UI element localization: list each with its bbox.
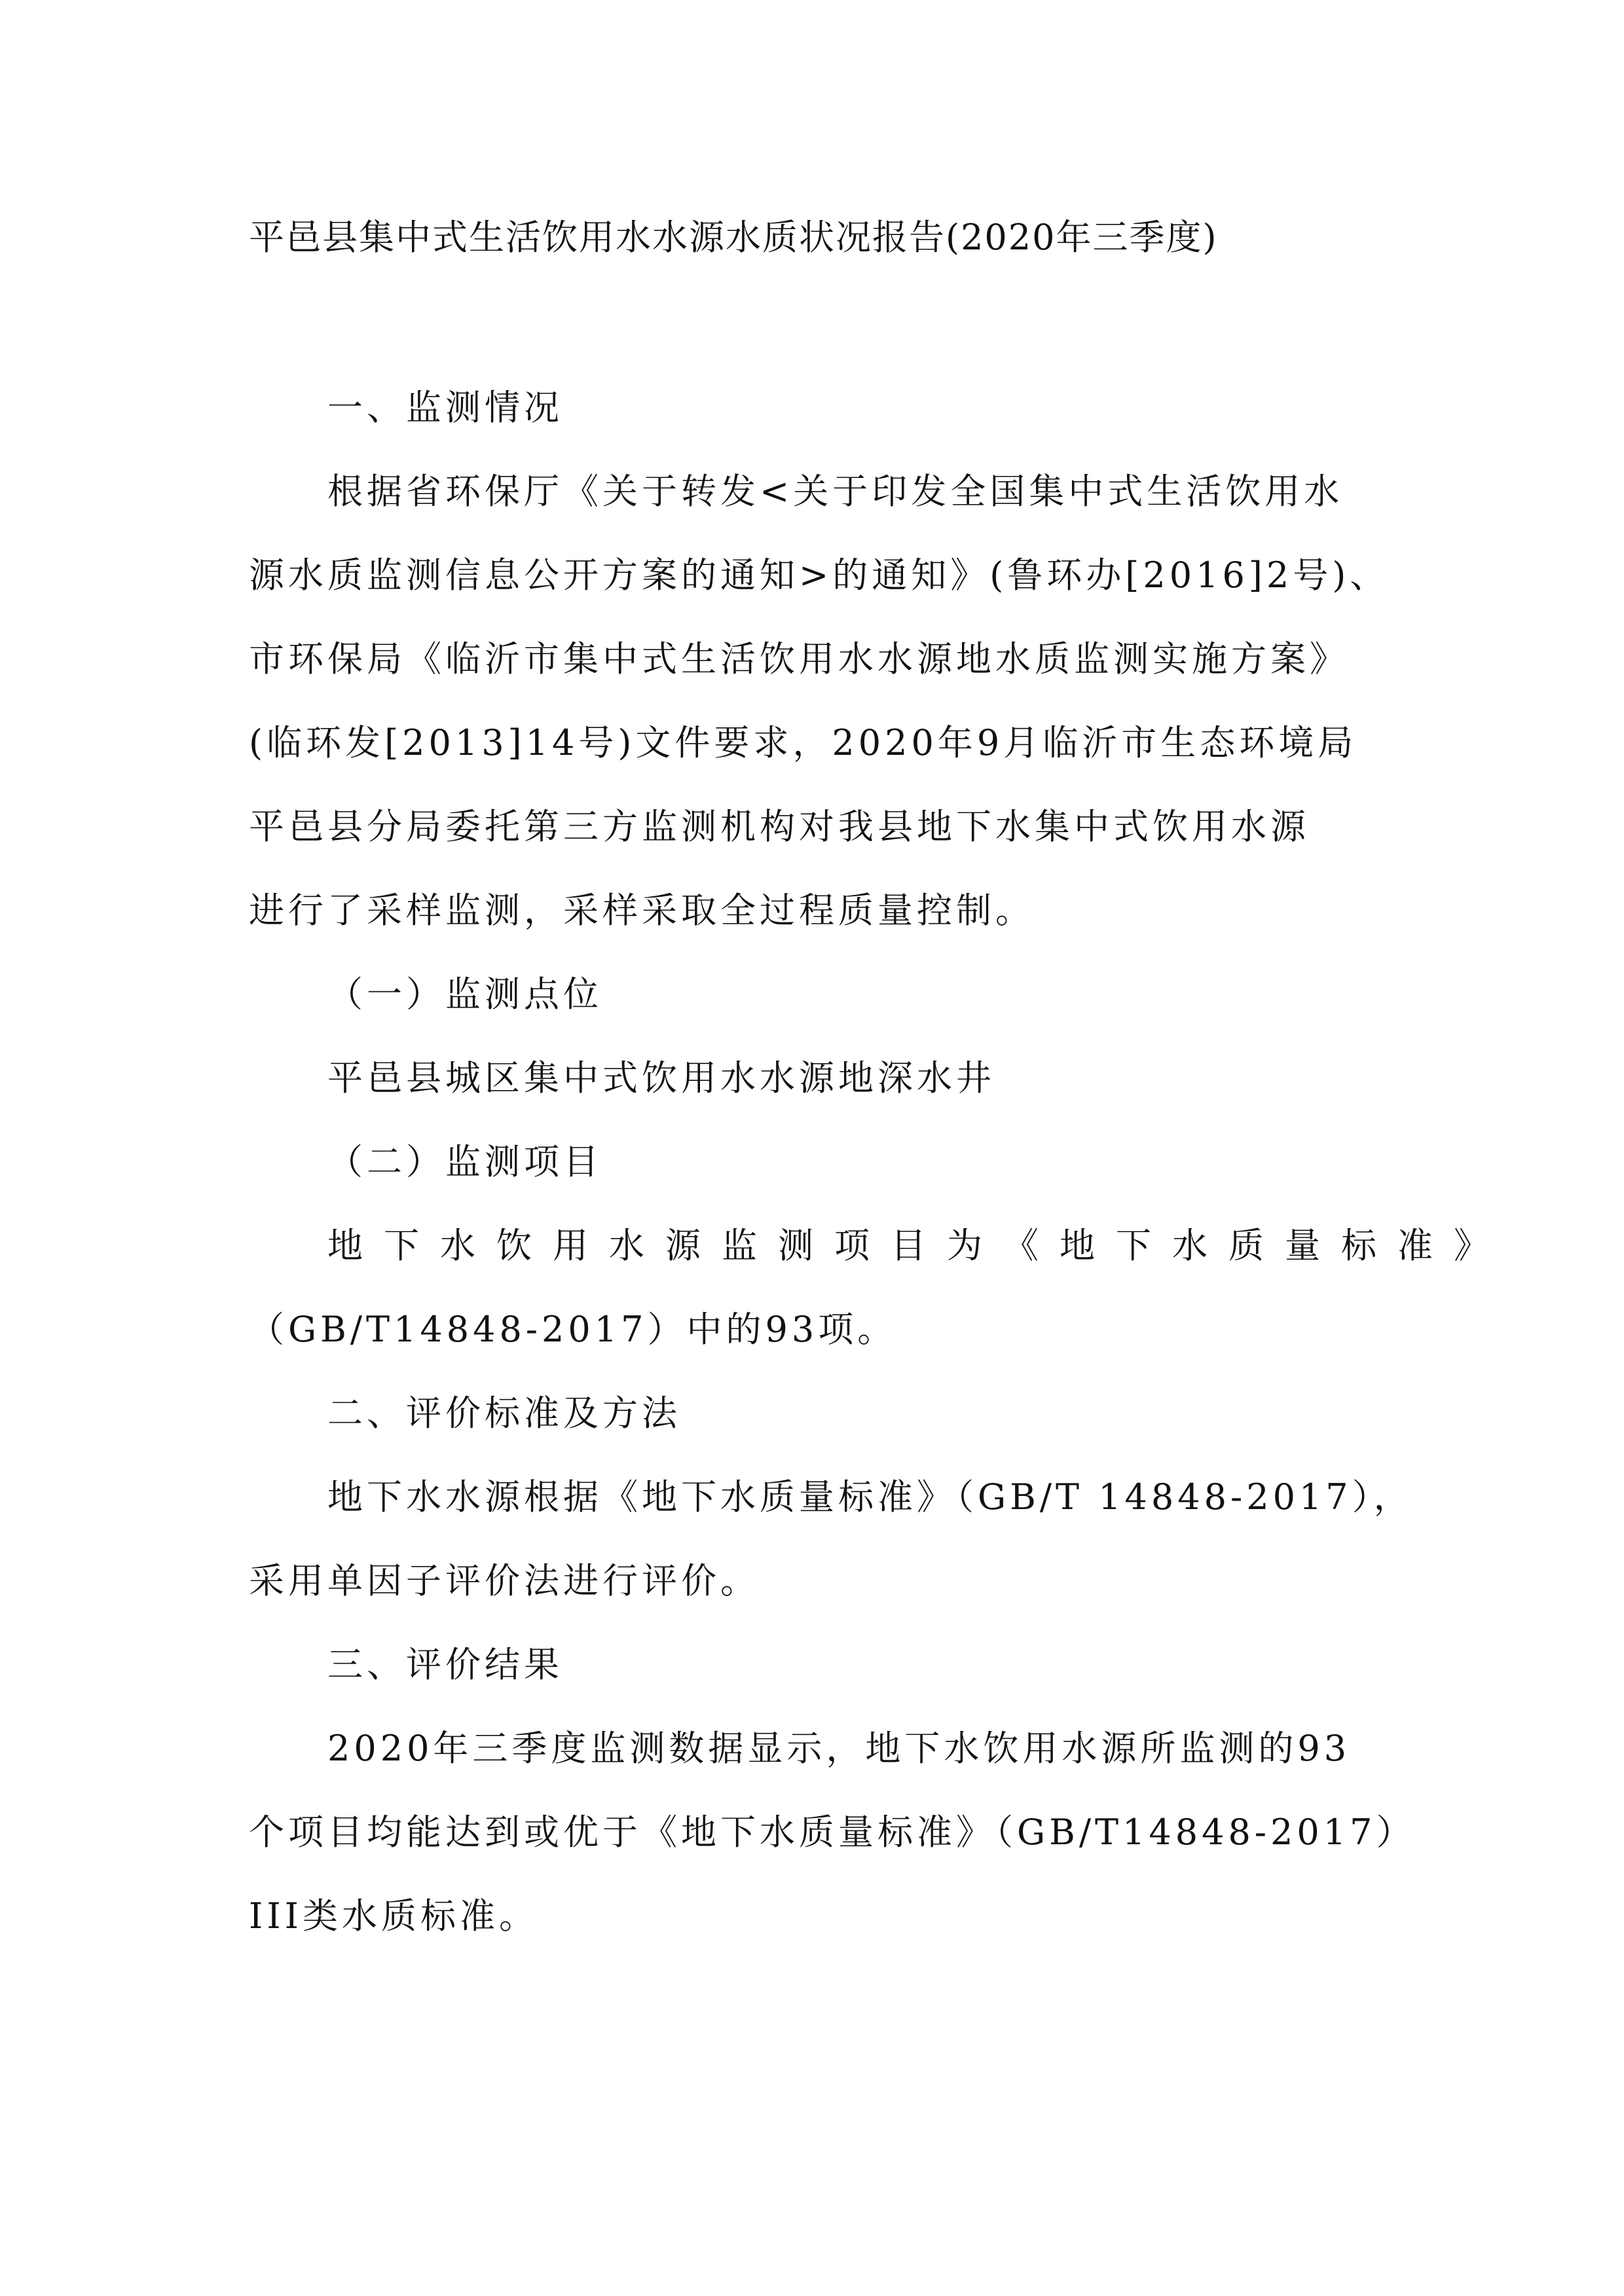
section-heading-standard: 二、评价标准及方法 [327, 1393, 681, 1434]
paragraph-line: 进行了采样监测，采样采取全过程质量控制。 [249, 890, 1035, 931]
document-title: 平邑县集中式生活饮用水水源水质状况报告(2020年三季度) [249, 217, 1218, 258]
section-heading-monitoring: 一、监测情况 [327, 387, 563, 428]
paragraph-line: 个项目均能达到或优于《地下水质量标准》（GB/T14848-2017） [249, 1812, 1416, 1853]
subsection-heading-items: （二）监测项目 [327, 1141, 602, 1182]
paragraph-line: (临环发[2013]14号)文件要求，2020年9月临沂市生态环境局 [249, 722, 1357, 763]
paragraph-line: 根据省环保厅《关于转发<关于印发全国集中式生活饮用水 [327, 471, 1344, 512]
paragraph-line: 源水质监测信息公开方案的通知>的通知》(鲁环办[2016]2号)、 [249, 555, 1390, 596]
paragraph-line: （GB/T14848-2017）中的93项。 [249, 1309, 897, 1350]
section-heading-results: 三、评价结果 [327, 1644, 563, 1685]
monitoring-location-text: 平邑县城区集中式饮用水水源地深水井 [327, 1057, 995, 1099]
paragraph-line: 采用单因子评价法进行评价。 [249, 1560, 760, 1601]
subsection-heading-location: （一）监测点位 [327, 974, 602, 1015]
paragraph-line: 平邑县分局委托第三方监测机构对我县地下水集中式饮用水源 [249, 806, 1310, 847]
paragraph-line: 地下水饮用水源监测项目为《地下水质量标准》 [327, 1225, 1510, 1266]
paragraph-line: 2020年三季度监测数据显示，地下水饮用水源所监测的93 [327, 1728, 1351, 1769]
paragraph-line: 市环保局《临沂市集中式生活饮用水水源地水质监测实施方案》 [249, 638, 1349, 680]
paragraph-line: 地下水水源根据《地下水质量标准》（GB/T 14848-2017）， [327, 1476, 1413, 1518]
paragraph-line: III类水质标准。 [249, 1895, 538, 1937]
